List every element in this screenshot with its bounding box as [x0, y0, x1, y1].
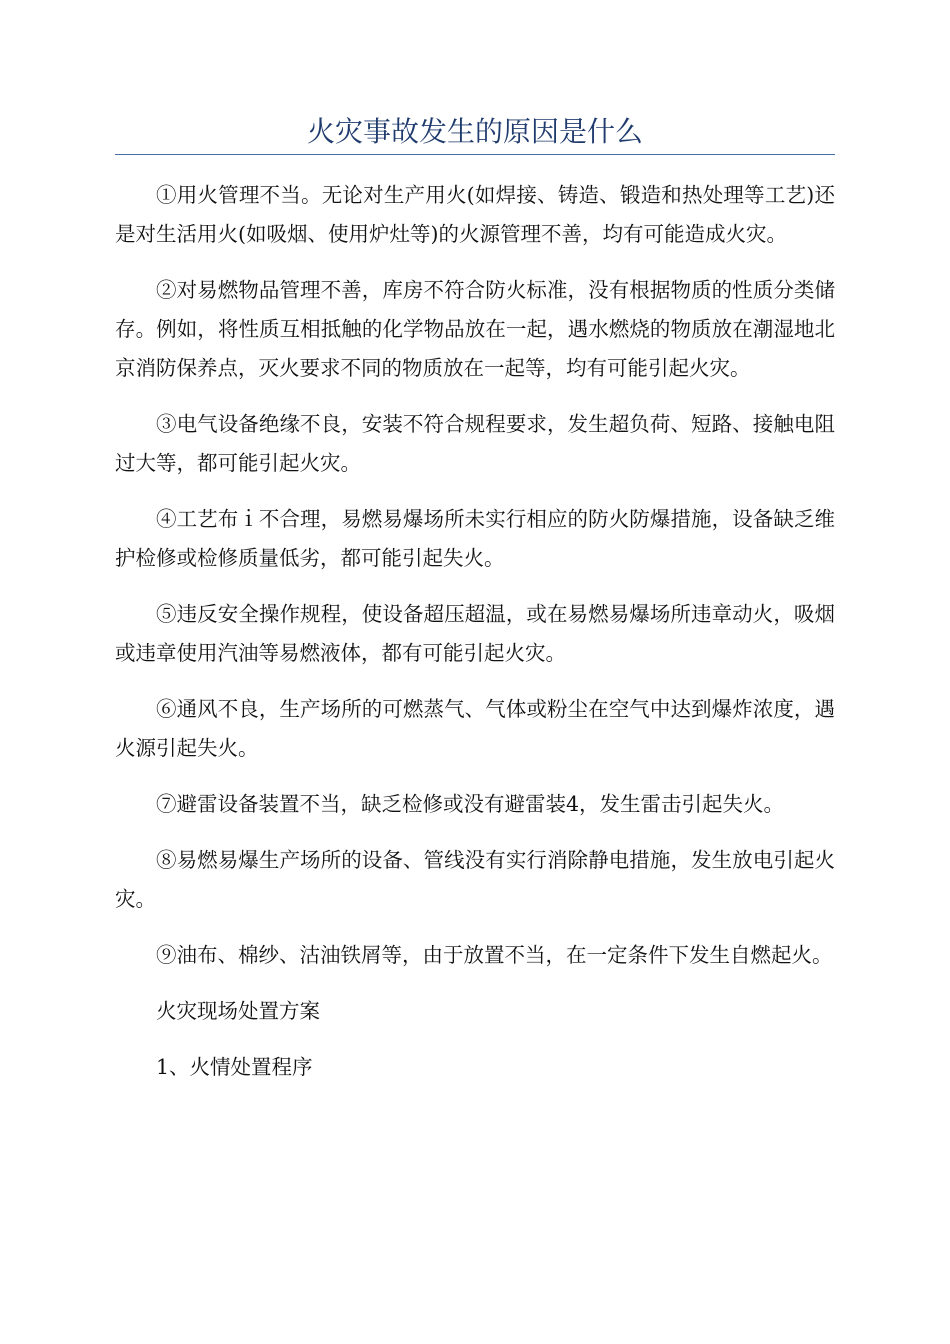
paragraph-cause-2: ②对易燃物品管理不善，库房不符合防火标准，没有根据物质的性质分类储存。例如，将性质互相抵触的化学物品放在一起，遇水燃烧的物质放在潮湿地北京消防保养点，灭火要求不同的物质放在一起等，均有可能引起火灾。 — [115, 278, 835, 380]
document-body — [115, 176, 835, 1104]
paragraph-cause-3: ③电气设备绝缘不良，安装不符合规程要求，发生超负荷、短路、接触电阻过大等，都可能引起火灾。 — [115, 412, 835, 475]
subsection-heading-procedure: 1、火情处置程序 — [156, 1055, 313, 1079]
paragraph-cause-9: ⑨油布、棉纱、沽油铁屑等，由于放置不当，在一定条件下发生自燃起火。 — [156, 943, 833, 967]
paragraph-cause-4: ④工艺布ｉ不合理，易燃易爆场所未实行相应的防火防爆措施，设备缺乏维护检修或检修质量低劣，都可能引起失火。 — [115, 507, 835, 570]
paragraph-cause-7: ⑦避雷设备装置不当，缺乏检修或没有避雷装4，发生雷击引起失火。 — [156, 792, 785, 816]
document-title: 火灾事故发生的原因是什么 — [306, 115, 643, 148]
paragraph-cause-1: ①用火管理不当。无论对生产用火(如焊接、铸造、锻造和热处理等工艺)还是对生活用火(如吸烟、使用炉灶等)的火源管理不善，均有可能造成火灾。 — [115, 183, 835, 246]
paragraph-cause-6: ⑥通风不良，生产场所的可燃蒸气、气体或粉尘在空气中达到爆炸浓度，遇火源引起失火。 — [115, 697, 835, 760]
paragraph-cause-5: ⑤违反安全操作规程，使设备超压超温，或在易燃易爆场所违章动火，吸烟或违章使用汽油等易燃液体，都有可能引起火灾。 — [115, 602, 835, 665]
section-heading-plan: 火灾现场处置方案 — [156, 999, 320, 1023]
paragraph-cause-8: ⑧易燃易爆生产场所的设备、管线没有实行消除静电措施，发生放电引起火灾。 — [115, 848, 835, 911]
title-underline — [115, 154, 835, 155]
